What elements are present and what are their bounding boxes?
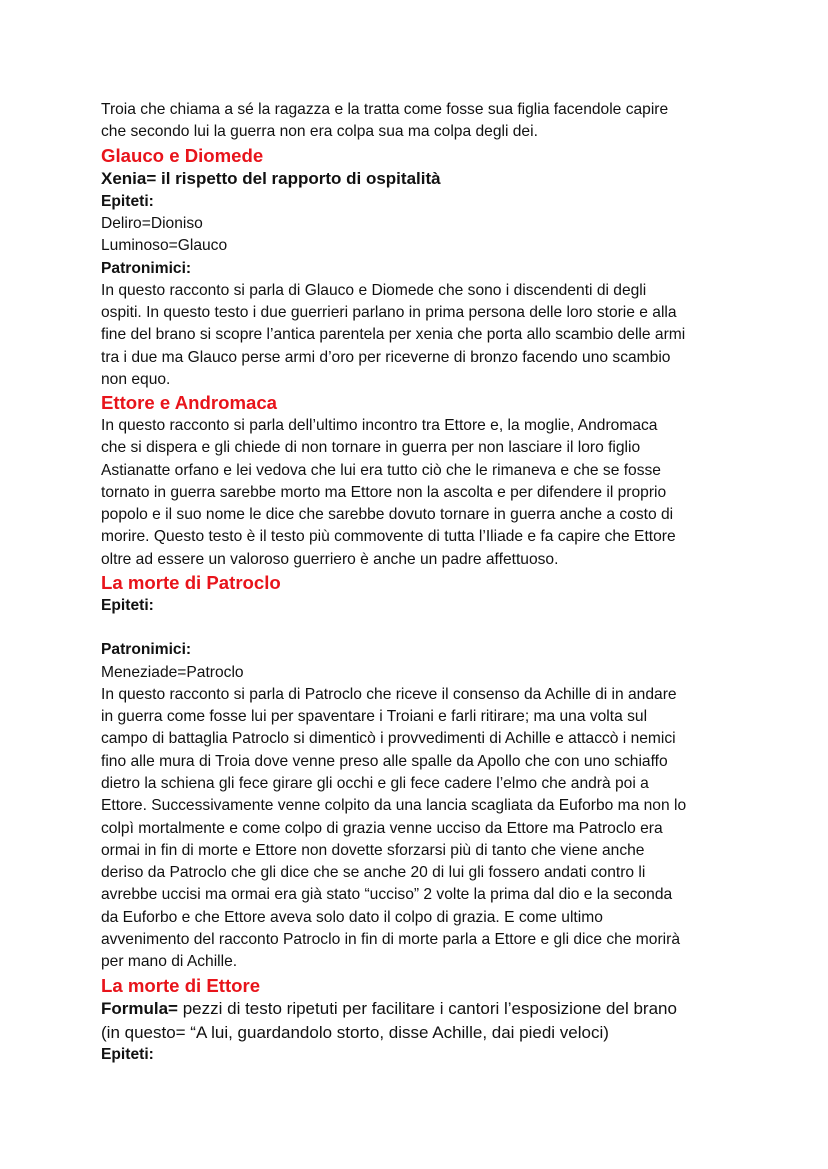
field-label: Epiteti: [101, 192, 154, 210]
term-definition: pezzi di testo ripetuti per facilitare i cantori l’esposizione del brano [178, 999, 677, 1019]
text-line: ospiti. In questo testo i due guerrieri parlano in prima persona delle loro storie e alla [101, 304, 677, 322]
term-label: Formula= [101, 999, 178, 1019]
text-line: dietro la schiena gli fece girare gli occhi e gli fece cadere l’elmo che andrà poi a [101, 775, 649, 792]
text-line: popolo e il suo nome le dice che sarebbe dovuto tornare in guerra anche a costo di [101, 506, 674, 524]
field-label: Patronimici: [101, 641, 192, 659]
text-line: avvenimento del racconto Patroclo in fin di morte parla a Ettore e gli dice che morirà [101, 931, 680, 949]
document-page [101, 99, 741, 1066]
section-heading: La morte di Patroclo [101, 572, 281, 594]
text-line: tra i due ma Glauco perse armi d’oro per riceverne di bronzo facendo uno scambio [101, 348, 671, 366]
text-line: da Euforbo e che Ettore aveva solo dato il colpo di grazia. E come ultimo [101, 908, 603, 926]
text-line: avrebbe uccisi ma ormai era già stato “ucciso” 2 volte la prima dal dio e la seconda [101, 886, 673, 904]
text-line: fino alle mura di Troia dove venne preso alle spalle da Apollo che con uno schiaffo [101, 752, 668, 770]
text-line: campo di battaglia Patroclo si dimenticò i provvedimenti di Achille e attaccò i nemici [101, 730, 676, 748]
text-line: in guerra come fosse lui per spaventare i Troiani e farli ritirare; ma una volta sul [101, 708, 648, 726]
text-line: Meneziade=Patroclo [101, 663, 244, 681]
text-line: che secondo lui la guerra non era colpa sua ma colpa degli dei. [101, 123, 538, 141]
section-heading: Glauco e Diomede [101, 144, 264, 166]
definition-line: Xenia= il rispetto del rapporto di ospitalità [101, 169, 441, 189]
text-line: ormai in fin di morte e Ettore non dovette sforzarsi più di tanto che viene anche [101, 841, 645, 859]
text-line: In questo racconto si parla di Glauco e Diomede che sono i discendenti di degli [101, 281, 647, 299]
text-line: fine del brano si scopre l’antica parentela per xenia che porta allo scambio delle armi [101, 326, 686, 344]
text-line: Deliro=Dioniso [101, 214, 203, 232]
text-line: che si dispera e gli chiede di non tornare in guerra per non lasciare il loro figlio [101, 439, 641, 457]
text-line: Luminoso=Glauco [101, 237, 228, 255]
text-line: Astianatte orfano e lei vedova che lui era tutto ciò che le rimaneva e che se fosse [101, 461, 661, 479]
text-line: tornato in guerra sarebbe morto ma Ettore non la ascolta e per difendere il proprio [101, 483, 667, 501]
text-line: In questo racconto si parla di Patroclo che riceve il consenso da Achille di in andare [101, 685, 677, 703]
section-heading: Ettore e Andromaca [101, 392, 277, 414]
text-line: non equo. [101, 371, 171, 389]
text-line: colpì mortalmente e come colpo di grazia venne ucciso da Ettore ma Patroclo era [101, 819, 663, 837]
text-line: deriso da Patroclo che gli dice che se anche 20 di lui gli fossero andati contro li [101, 864, 646, 882]
field-label: Epiteti: [101, 1045, 154, 1063]
text-line: per mano di Achille. [101, 953, 238, 971]
text-line: oltre ad essere un valoroso guerriero è anche un padre affettuoso. [101, 550, 559, 568]
text-line: Ettore. Successivamente venne colpito da una lancia scagliata da Euforbo ma non lo [101, 797, 687, 815]
text-line: morire. Questo testo è il testo più commovente di tutta l’Iliade e fa capire che Ettore [101, 528, 676, 546]
definition-line [101, 997, 741, 1020]
text-line: (in questo= “A lui, guardandolo storto, disse Achille, dai piedi veloci) [101, 1022, 609, 1042]
text-line: Troia che chiama a sé la ragazza e la tratta come fosse sua figlia facendole capire [101, 101, 669, 118]
text-line: In questo racconto si parla dell’ultimo incontro tra Ettore e, la moglie, Andromaca [101, 416, 658, 434]
section-heading: La morte di Ettore [101, 974, 261, 996]
field-label: Epiteti: [101, 596, 154, 614]
blank-line [101, 617, 741, 639]
field-label: Patronimici: [101, 259, 192, 277]
